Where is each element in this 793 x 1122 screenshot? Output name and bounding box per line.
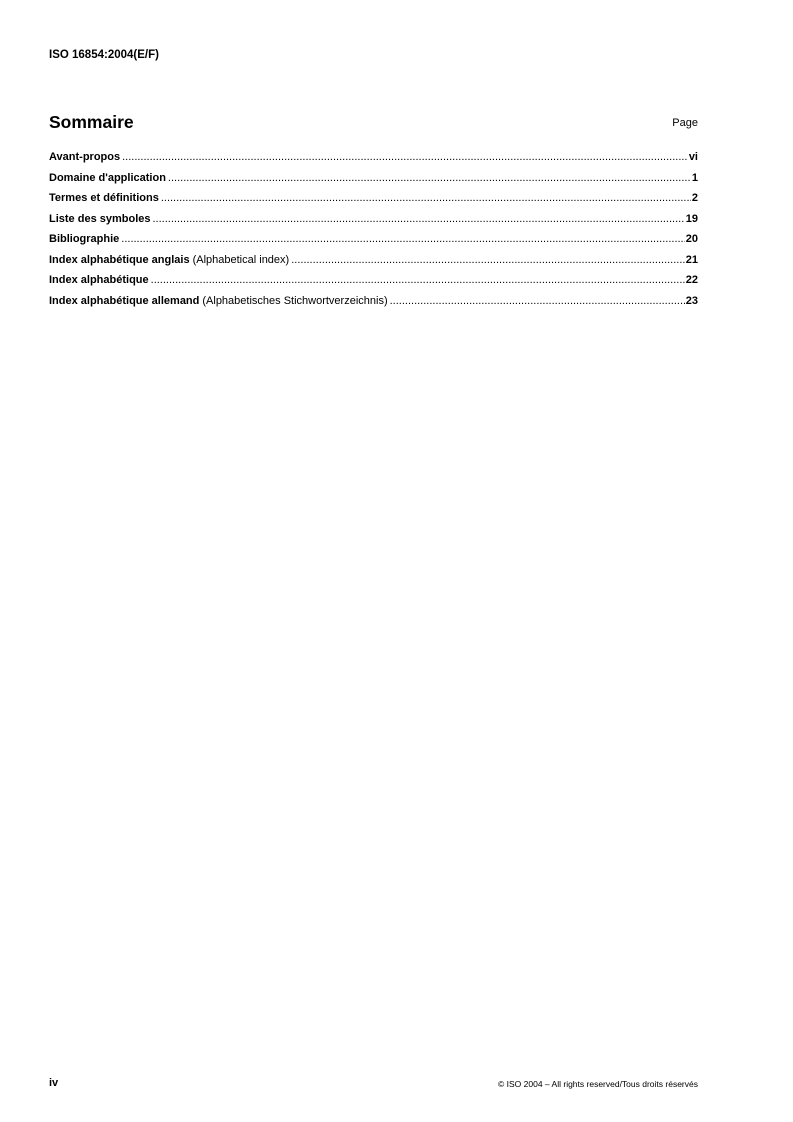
toc-entry-index-anglais[interactable] — [49, 254, 698, 275]
toc-entry-title: Index alphabétique anglais — [49, 253, 190, 266]
table-of-contents — [49, 151, 698, 315]
toc-title: Sommaire — [49, 112, 134, 132]
toc-entry-title: Bibliographie — [49, 233, 120, 245]
footer-copyright: © ISO 2004 – All rights reserved/Tous droits réservés — [498, 1079, 698, 1089]
toc-entry-page: 20 — [685, 233, 698, 245]
toc-leader-dots — [161, 192, 691, 204]
toc-leader-dots — [151, 274, 685, 286]
page-column-label: Page — [672, 117, 698, 129]
toc-entry-subtitle: (Alphabetisches Stichwortverzeichnis) — [202, 294, 388, 307]
toc-entry-title: Index alphabétique — [49, 274, 149, 286]
toc-entry-avant-propos[interactable] — [49, 151, 698, 172]
toc-entry-index-alphabetique[interactable] — [49, 274, 698, 295]
toc-leader-dots — [291, 254, 685, 266]
toc-entry-domaine-application[interactable] — [49, 172, 698, 193]
toc-entry-page: 21 — [685, 253, 698, 266]
toc-leader-dots — [168, 172, 691, 184]
toc-leader-dots — [121, 233, 684, 245]
toc-entry-page: 1 — [691, 171, 698, 184]
document-id: ISO 16854:2004(E/F) — [49, 49, 159, 61]
toc-entry-liste-symboles[interactable] — [49, 213, 698, 234]
toc-entry-subtitle: (Alphabetical index) — [192, 253, 290, 266]
toc-entry-title: Index alphabétique allemand — [49, 294, 200, 307]
footer-page-number: iv — [49, 1077, 59, 1089]
toc-entry-title: Domaine d'application — [49, 171, 166, 184]
toc-entry-page: 2 — [691, 192, 698, 204]
toc-entry-title: Termes et définitions — [49, 192, 159, 204]
toc-entry-page: vi — [688, 151, 698, 163]
toc-entry-page: 23 — [685, 294, 698, 307]
toc-entry-bibliographie[interactable] — [49, 233, 698, 254]
toc-entry-page: 22 — [685, 274, 698, 286]
toc-entry-title: Avant-propos — [49, 151, 121, 163]
toc-leader-dots — [153, 213, 685, 225]
toc-leader-dots — [122, 151, 688, 163]
toc-entry-title: Liste des symboles — [49, 212, 151, 225]
toc-entry-index-allemand[interactable] — [49, 295, 698, 316]
toc-entry-page: 19 — [685, 212, 698, 225]
toc-entry-termes-definitions[interactable] — [49, 192, 698, 213]
toc-leader-dots — [390, 295, 685, 307]
